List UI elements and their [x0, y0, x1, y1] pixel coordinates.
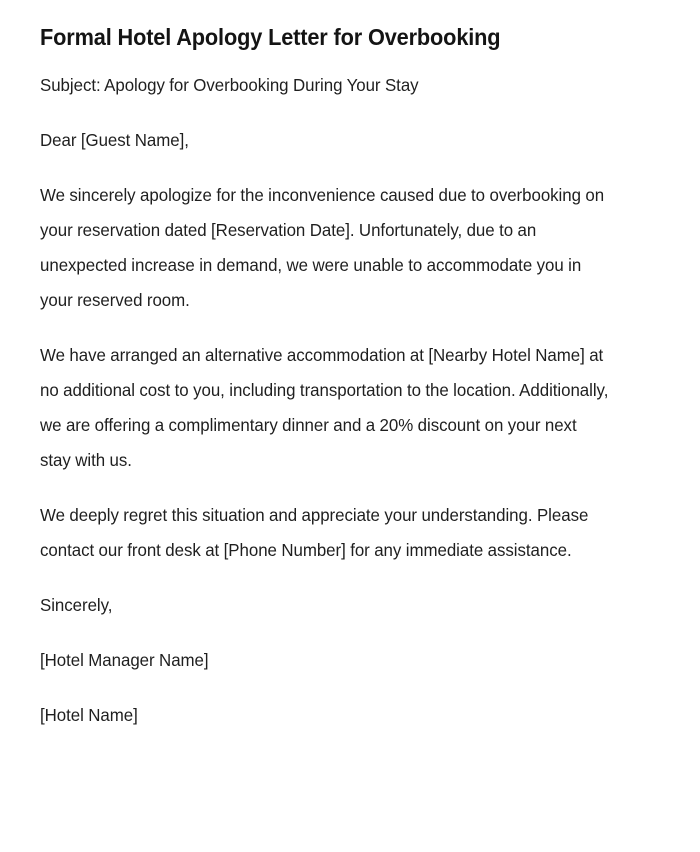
hotel-name: [Hotel Name]: [40, 705, 138, 725]
letter-body: [40, 68, 632, 733]
page-title: Formal Hotel Apology Letter for Overbooking: [40, 24, 501, 50]
sign-off: Sincerely,: [40, 595, 113, 615]
manager-name: [Hotel Manager Name]: [40, 650, 209, 670]
salutation: Dear [Guest Name],: [40, 130, 189, 150]
subject-line: Subject: Apology for Overbooking During Your Stay: [40, 75, 419, 95]
compensation-paragraph: We have arranged an alternative accommodation at [Nearby Hotel Name] at no additional cost to you, including transportation to the location. Additionally, we are offering a complimentary dinner and a 20% discount on your next stay with us.: [40, 345, 609, 470]
closing-paragraph: We deeply regret this situation and appreciate your understanding. Please contact our front desk at [Phone Number] for any immediate assistance.: [40, 505, 589, 560]
apology-paragraph: We sincerely apologize for the inconvenience caused due to overbooking on your reservation dated [Reservation Date]. Unfortunately, due to an unexpected increase in demand, we were unable to accommodate you in your reserved room.: [40, 185, 605, 310]
